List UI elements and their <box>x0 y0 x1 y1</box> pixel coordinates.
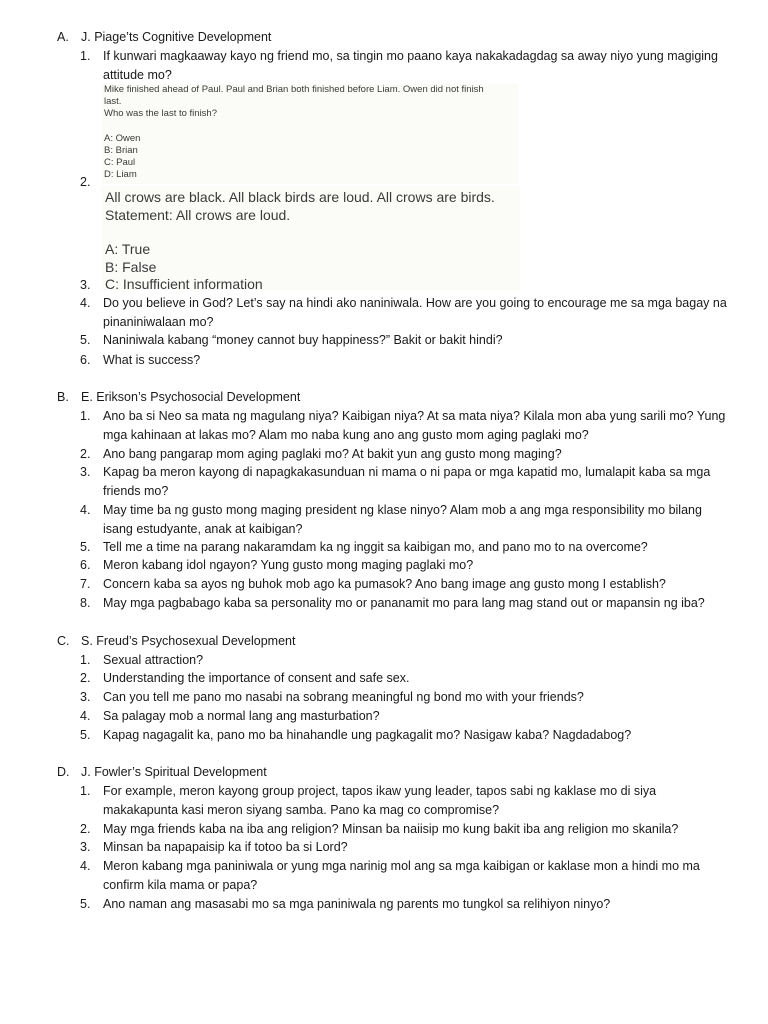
list-item <box>80 47 730 84</box>
item-number: 2. <box>80 822 91 836</box>
puzzle-1-line: last. <box>104 96 122 107</box>
section-b-heading <box>57 388 300 406</box>
item-text: May mga friends kaba na iba ang religion? Minsan ba naiisip mo kung bakit iba ang religion mo skanila? <box>103 822 679 836</box>
item-text: Ano ba si Neo sa mata ng magulang niya? Kaibigan niya? At sa mata niya? Kilala mon aba yung sarili mo? Yung mga kahinaan at lakas mo? Alam mo naba kung ano ang gusto mom aging paglaki mo? <box>103 409 726 442</box>
list-item <box>80 782 730 819</box>
item-text: Ano bang pangarap mom aging paglaki mo? At bakit yun ang gusto mong maging? <box>103 447 562 461</box>
item-number: 2. <box>80 447 91 461</box>
item-text: May mga pagbabago kaba sa personality mo or pananamit mo para lang mag stand out or mapansin ng iba? <box>103 596 705 610</box>
list-item <box>80 726 730 745</box>
item-number: 5. <box>80 540 91 554</box>
list-item <box>80 331 730 350</box>
item-number: 2. <box>80 671 91 685</box>
item-text: Concern kaba sa ayos ng buhok mob ago ka pumasok? Ano bang image ang gusto mong I establish? <box>103 577 666 591</box>
item-number: 1. <box>80 784 91 798</box>
puzzle-image-1 <box>102 84 518 184</box>
puzzle-1-line: Mike finished ahead of Paul. Paul and Brian both finished before Liam. Owen did not finish <box>104 84 484 95</box>
section-d-heading <box>57 763 267 781</box>
item-number: 5. <box>80 897 91 911</box>
puzzle-1-option-d: D: Liam <box>104 169 137 180</box>
list-item <box>80 445 730 464</box>
list-item <box>80 895 730 914</box>
puzzle-2-option-c: C: Insufficient information <box>105 276 263 292</box>
list-item <box>80 857 730 894</box>
item-number: 6. <box>80 558 91 572</box>
section-c-heading <box>57 632 295 650</box>
list-item <box>80 463 730 500</box>
puzzle-1-option-a: A: Owen <box>104 133 141 144</box>
list-item <box>80 575 730 594</box>
section-title: E. Erikson’s Psychosocial Development <box>81 390 301 404</box>
puzzle-image-2 <box>102 186 520 290</box>
item-number: 8. <box>80 596 91 610</box>
section-title: S. Freud’s Psychosexual Development <box>81 634 296 648</box>
puzzle-1-question: Who was the last to finish? <box>104 108 217 119</box>
list-item <box>80 651 730 670</box>
item-text: Meron kabang mga paniniwala or yung mga narinig mol ang sa mga kaibigan or kaklase mon a hindi mo ma confirm kila mama or papa? <box>103 859 700 892</box>
item-text: What is success? <box>103 353 201 367</box>
section-letter: B. <box>57 390 69 404</box>
item-number: 6. <box>80 353 91 367</box>
item-text: Do you believe in God? Let’s say na hindi ako naniniwala. How are you going to encourage me sa mga bagay na pinaniniwalaan mo? <box>103 296 727 329</box>
item-text: May time ba ng gusto mong maging president ng klase ninyo? Alam mob a ang mga responsibility mo bilang isang estudyante, anak at kaibigan? <box>103 503 702 536</box>
list-item <box>80 501 730 538</box>
item-number: 5. <box>80 728 91 742</box>
list-item <box>80 594 730 613</box>
item-text: Can you tell me pano mo nasabi na sobrang meaningful ng bond mo with your friends? <box>103 690 584 704</box>
list-item <box>80 351 730 370</box>
section-a-heading <box>57 28 271 46</box>
item-number: 5. <box>80 333 91 347</box>
puzzle-2-statement: Statement: All crows are loud. <box>105 207 291 223</box>
list-item <box>80 556 730 575</box>
puzzle-2-option-b: B: False <box>105 259 157 275</box>
list-item <box>80 669 730 688</box>
item-text: Minsan ba napapaisip ka if totoo ba si Lord? <box>103 840 348 854</box>
item-text: Understanding the importance of consent and safe sex. <box>103 671 410 685</box>
list-item <box>80 688 730 707</box>
item-number: 4. <box>80 296 91 310</box>
item-text: Meron kabang idol ngayon? Yung gusto mong maging paglaki mo? <box>103 558 474 572</box>
puzzle-1-option-c: C: Paul <box>104 157 136 168</box>
item-number: 4. <box>80 709 91 723</box>
item-number: 4. <box>80 503 91 517</box>
puzzle-2-option-a: A: True <box>105 241 151 257</box>
item-text: Kapag nagagalit ka, pano mo ba hinahandle ung pagkagalit mo? Nasigaw kaba? Nagdadabog? <box>103 728 632 742</box>
list-item <box>80 294 730 331</box>
item-number: 1. <box>80 653 91 667</box>
item-text: For example, meron kayong group project, tapos ikaw yung leader, tapos sabi ng kaklase mo di siya makakapunta kasi meron siyang samba. Pano ka mag co compromise? <box>103 784 657 817</box>
item-text: Naniniwala kabang “money cannot buy happiness?” Bakit or bakit hindi? <box>103 333 503 347</box>
item-number: 4. <box>80 859 91 873</box>
list-item <box>80 820 730 839</box>
item-text: Kapag ba meron kayong di napagkakasunduan ni mama o ni papa or mga kapatid mo, lumalapit kaba sa mga friends mo? <box>103 465 711 498</box>
item-text: Sexual attraction? <box>103 653 204 667</box>
section-letter: A. <box>57 30 69 44</box>
item-number: 7. <box>80 577 91 591</box>
section-title: J. Piage’ts Cognitive Development <box>81 30 272 44</box>
list-item <box>80 707 730 726</box>
item-text: Tell me a time na parang nakaramdam ka ng inggit sa kaibigan mo, and pano mo to na overcome? <box>103 540 648 554</box>
section-letter: C. <box>57 634 70 648</box>
list-item <box>80 838 730 857</box>
item-number: 3. <box>80 690 91 704</box>
item-number: 3. <box>80 465 91 479</box>
section-title: J. Fowler’s Spiritual Development <box>81 765 267 779</box>
list-item <box>80 407 730 444</box>
item-number: 1. <box>80 409 91 423</box>
section-letter: D. <box>57 765 70 779</box>
puzzle-1-option-b: B: Brian <box>104 145 138 156</box>
item-text: Ano naman ang masasabi mo sa mga paniniwala ng parents mo tungkol sa relihiyon ninyo? <box>103 897 611 911</box>
list-item <box>80 538 730 557</box>
item-number: 3. <box>80 278 91 292</box>
item-text: If kunwari magkaaway kayo ng friend mo, sa tingin mo paano kaya nakakadagdag sa away niyo yung magiging attitude mo? <box>103 49 718 82</box>
item-number: 3. <box>80 840 91 854</box>
item-text: Sa palagay mob a normal lang ang masturbation? <box>103 709 380 723</box>
item-number: 1. <box>80 49 91 63</box>
puzzle-2-line: All crows are black. All black birds are loud. All crows are birds. <box>105 189 495 205</box>
item-number: 2. <box>80 175 91 189</box>
